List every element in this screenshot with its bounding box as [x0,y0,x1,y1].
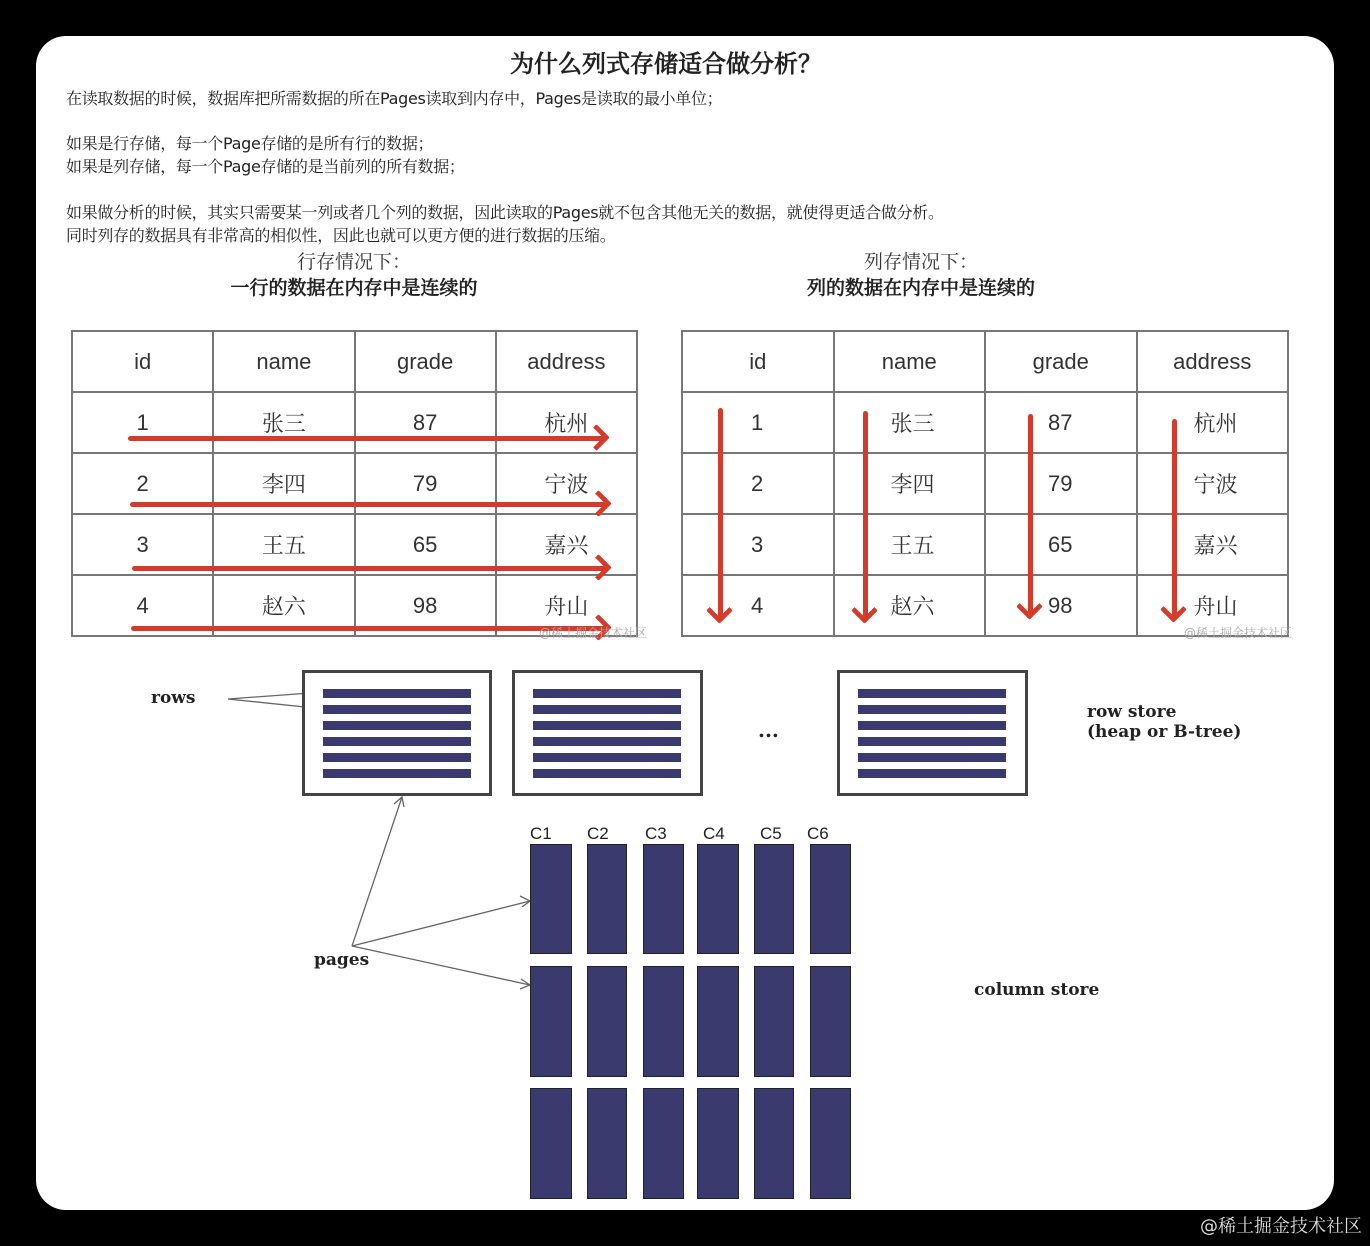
cell-name: 赵六 [213,575,354,636]
cell-grade: 65 [985,514,1137,575]
cell-name: 李四 [213,453,354,514]
header-address: address [1137,331,1289,392]
row-store-page [512,670,703,796]
cell-id: 1 [682,392,834,453]
cell-grade: 98 [355,575,496,636]
column-label-c4: C4 [703,824,725,843]
row-bar [858,737,1006,746]
cell-id: 2 [72,453,213,514]
row-bar [323,721,471,730]
column-page [754,966,794,1077]
row-bar [323,737,471,746]
table-watermark: @稀土掘金技术社区 [1184,626,1293,640]
cell-name: 王五 [213,514,354,575]
column-page [697,1088,739,1199]
row-bar [533,689,681,698]
col-store-heading-title: 列存情况下： [863,251,978,273]
column-label-c3: C3 [645,824,667,843]
column-page [587,1088,627,1199]
cell-grade: 65 [355,514,496,575]
cell-id: 1 [72,392,213,453]
content-card [36,36,1334,1210]
cell-id: 3 [682,514,834,575]
column-page [643,844,684,954]
footer-watermark: @稀土掘金技术社区 [1200,1216,1362,1237]
column-label-c6: C6 [807,824,829,843]
column-page [697,844,739,954]
cell-name: 张三 [213,392,354,453]
pages-label: pages [314,950,370,970]
row-bar [323,705,471,714]
row-bar [323,689,471,698]
header-name: name [834,331,986,392]
column-page [530,966,572,1077]
header-grade: grade [985,331,1137,392]
cell-address: 嘉兴 [1137,514,1289,575]
ellipsis: ... [758,718,779,742]
cell-id: 4 [72,575,213,636]
rows-label: rows [151,688,196,708]
row-store-label-line2: (heap or B-tree) [1087,722,1242,742]
cell-grade: 87 [355,392,496,453]
cell-grade: 79 [985,453,1137,514]
cell-address: 宁波 [1137,453,1289,514]
paragraph-pages: 在读取数据的时候，数据库把所需数据的所在Pages读取到内存中，Pages是读取的最小单位； [66,89,723,108]
pointer-lines [36,36,1334,1210]
row-bar [533,737,681,746]
column-page [754,1088,794,1199]
cell-address: 宁波 [496,453,637,514]
cell-grade: 98 [985,575,1137,636]
paragraph-compression: 同时列存的数据具有非常高的相似性，因此也就可以更方便的进行数据的压缩。 [66,226,616,245]
column-page [643,966,684,1077]
column-page [810,844,851,954]
row-bar [858,705,1006,714]
row-store-label [1087,702,1241,742]
column-page [697,966,739,1077]
paragraph-col-store: 如果是列存储，每一个Page存储的是当前列的所有数据； [66,157,465,176]
column-page [587,966,627,1077]
column-page [643,1088,684,1199]
row-bar [858,721,1006,730]
row-bar [858,753,1006,762]
column-page [530,1088,572,1199]
paragraph-row-store: 如果是行存储，每一个Page存储的是所有行的数据； [66,134,434,153]
cell-address: 舟山 [496,575,637,636]
cell-name: 赵六 [834,575,986,636]
row-store-label-line1: row store [1087,702,1177,722]
row-bar [533,769,681,778]
header-id: id [72,331,213,392]
header-address: address [496,331,637,392]
col-store-heading-subtitle: 列的数据在内存中是连续的 [806,277,1035,299]
page-title: 为什么列式存储适合做分析？ [510,50,822,78]
column-page [587,844,627,954]
row-bar [533,753,681,762]
row-bar [858,689,1006,698]
cell-grade: 87 [985,392,1137,453]
header-grade: grade [355,331,496,392]
row-store-heading-subtitle: 一行的数据在内存中是连续的 [230,277,478,299]
cell-id: 3 [72,514,213,575]
column-page [530,844,572,954]
paragraph-analysis: 如果做分析的时候，其实只需要某一列或者几个列的数据，因此读取的Pages就不包含其他无关的数据，就使得更适合做分析。 [66,203,944,222]
cell-id: 2 [682,453,834,514]
column-page [754,844,794,954]
column-label-c1: C1 [530,824,552,843]
table-watermark: @稀土掘金技术社区 [539,626,648,640]
cell-address: 杭州 [1137,392,1289,453]
cell-name: 李四 [834,453,986,514]
column-page [810,966,851,1077]
header-name: name [213,331,354,392]
row-store-page [837,670,1028,796]
column-page [810,1088,851,1199]
row-bar [323,769,471,778]
cell-address: 嘉兴 [496,514,637,575]
row-store-heading-title: 行存情况下： [296,251,411,273]
column-store-label: column store [974,980,1100,1000]
column-label-c2: C2 [587,824,609,843]
cell-address: 杭州 [496,392,637,453]
cell-name: 张三 [834,392,986,453]
row-bar [533,705,681,714]
cell-name: 王五 [834,514,986,575]
column-label-c5: C5 [760,824,782,843]
cell-address: 舟山 [1137,575,1289,636]
cell-id: 4 [682,575,834,636]
header-id: id [682,331,834,392]
row-bar [323,753,471,762]
cell-grade: 79 [355,453,496,514]
row-bar [533,721,681,730]
row-store-page [302,670,492,796]
row-bar [858,769,1006,778]
